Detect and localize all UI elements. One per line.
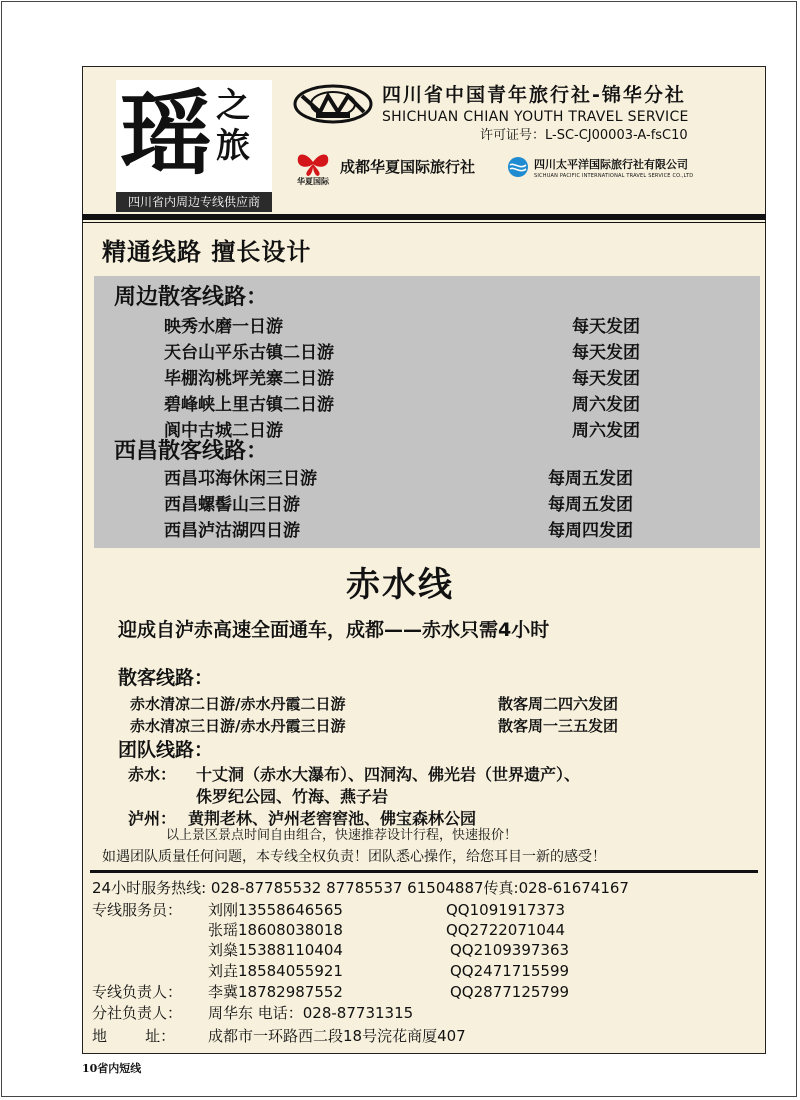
manager-qq: QQ2877125799 (450, 983, 570, 1001)
address: 成都市一环路西二段18号浣花商厦407 (208, 1027, 466, 1045)
pacific-agency-english-name: SICHUAN PACIFIC INTERNATIONAL TRAVEL SERVICE CO.,LTD (534, 173, 694, 179)
chishui-route-name: 赤水清凉二日游/赤水丹霞二日游 (130, 695, 346, 713)
group-chishui-attractions-line1: 十丈洞（赤水大瀑布）、四洞沟、佛光岩（世界遗产）、 (196, 765, 581, 784)
contact-divider (90, 870, 758, 873)
header-divider-thin (82, 222, 766, 223)
route-name: 阆中古城二日游 (164, 421, 283, 441)
xichang-routes-heading: 西昌散客线路： (114, 439, 269, 464)
cyts-emblem-icon (292, 82, 374, 126)
route-name: 西昌螺髻山三日游 (164, 495, 300, 515)
route-schedule: 周六发团 (572, 421, 640, 441)
route-name: 碧峰峡上里古镇二日游 (164, 395, 334, 415)
chishui-route-schedule: 散客周二四六发团 (498, 695, 619, 713)
route-name: 西昌邛海休闲三日游 (164, 469, 317, 489)
address-label: 地 址： (92, 1027, 176, 1045)
staff-phone: 刘燊15388110404 (208, 941, 343, 959)
route-schedule: 每周五发团 (548, 469, 633, 489)
header-divider-thick (82, 214, 766, 220)
route-schedule: 每周五发团 (548, 495, 633, 515)
staff-qq: QQ2722071044 (446, 921, 566, 939)
itinerary-note: 以上景区景点时间自由组合，快速推荐设计行程，快速报价！ (166, 828, 518, 843)
group-luzhou-attractions: 黄荆老林、泸州老窖窖池、佛宝森林公园 (188, 809, 477, 828)
chishui-group-heading: 团队线路： (118, 739, 214, 761)
staff-label: 专线服务员： (92, 901, 183, 919)
huaxia-logo-text: 华夏国际 (297, 177, 329, 186)
logo-small-char-2: 旅 (216, 126, 250, 166)
route-schedule: 每天发团 (572, 343, 640, 363)
route-schedule: 每天发团 (572, 369, 640, 389)
chishui-route-schedule: 散客周一三五发团 (498, 717, 619, 735)
route-name: 映秀水磨一日游 (164, 317, 283, 337)
route-schedule: 每天发团 (572, 317, 640, 337)
hotline: 24小时服务热线: 028-87785532 87785537 61504887传真:028-61674167 (92, 879, 629, 897)
huaxia-butterfly-logo-icon (292, 150, 334, 186)
staff-phone: 张瑶18608038018 (208, 921, 343, 939)
chishui-section-title: 赤水线 (346, 565, 454, 605)
manager-label: 专线负责人： (92, 983, 183, 1001)
logo-small-char-1: 之 (216, 86, 250, 126)
chishui-subtitle: 迎成自泸赤高速全面通车，成都——赤水只需4小时 (118, 619, 550, 641)
group-chishui-attractions-line2: 侏罗纪公园、竹海、燕子岩 (196, 787, 389, 806)
staff-qq: QQ1091917373 (446, 901, 566, 919)
cyts-agency-english-name: SHICHUAN CHIAN YOUTH TRAVEL SERVICE (382, 109, 689, 125)
manager-phone: 李冀18782987552 (208, 983, 343, 1001)
logo-big-char: 瑶 (120, 80, 213, 188)
staff-qq: QQ2471715599 (450, 962, 570, 980)
quality-guarantee-note: 如遇团队质量任何问题，本专线全权负责！团队悉心操作，给您耳目一新的感受！ (102, 849, 606, 865)
branch-contact: 周华东 电话：028-87731315 (208, 1004, 414, 1022)
nearby-routes-heading: 周边散客线路： (114, 285, 269, 310)
route-schedule: 周六发团 (572, 395, 640, 415)
license-number: 许可证号：L-SC-CJ00003-A-fsC10 (480, 128, 688, 143)
chishui-scattered-heading: 散客线路： (118, 667, 214, 689)
group-luzhou-label: 泸州： (128, 809, 177, 828)
route-schedule: 每周四发团 (548, 521, 633, 541)
route-name: 西昌泸沽湖四日游 (164, 521, 300, 541)
staff-phone: 刘垚18584055921 (208, 962, 343, 980)
group-chishui-label: 赤水： (128, 765, 177, 784)
route-name: 毕棚沟桃坪羌寨二日游 (164, 369, 334, 389)
pacific-globe-logo-icon (506, 156, 530, 180)
huaxia-agency-name: 成都华夏国际旅行社 (340, 158, 476, 176)
page-footer: 10省内短线 (82, 1062, 142, 1075)
route-name: 天台山平乐古镇二日游 (164, 343, 334, 363)
cyts-agency-name: 四川省中国青年旅行社-锦华分社 (382, 84, 686, 106)
logo-caption: 四川省内周边专线供应商 (116, 192, 272, 212)
pacific-agency-name: 四川太平洋国际旅行社有限公司 (534, 158, 688, 171)
staff-phone: 刘刚13558646565 (208, 901, 343, 919)
slogan: 精通线路 擅长设计 (102, 238, 312, 266)
branch-label: 分社负责人： (92, 1004, 183, 1022)
chishui-route-name: 赤水清凉三日游/赤水丹霞三日游 (130, 717, 346, 735)
staff-qq: QQ2109397363 (450, 941, 570, 959)
yaozhilv-logo (116, 80, 272, 212)
